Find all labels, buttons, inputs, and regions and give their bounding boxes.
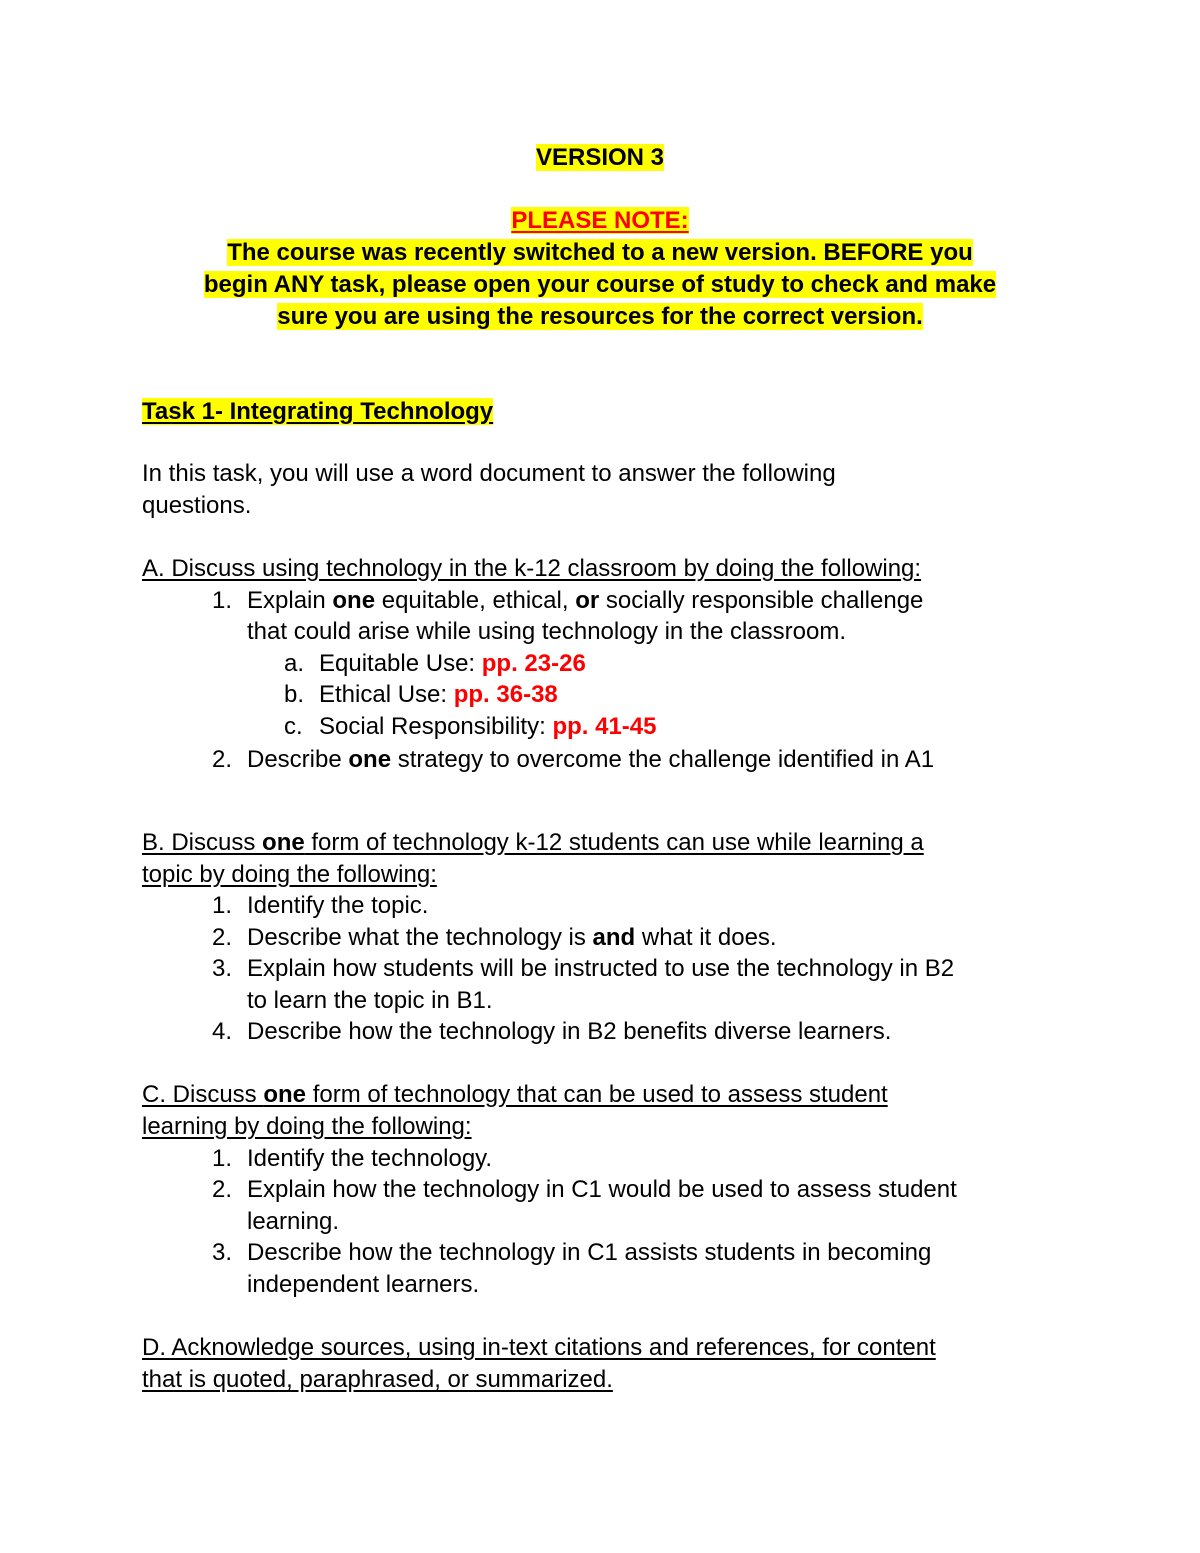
c-item-2-text: Explain how the technology in C1 would be used to assess student	[247, 1176, 957, 1203]
c-item-3-text: Describe how the technology in C1 assists students in becoming	[247, 1239, 932, 1266]
a-subitem-a-letter: a.	[284, 650, 305, 677]
b-item-3-number: 3.	[212, 955, 233, 982]
intro-line-2: questions.	[142, 492, 252, 519]
please-note-label: PLEASE NOTE:	[511, 207, 689, 234]
c-item-2-number: 2.	[212, 1176, 233, 1203]
a-item-1-number: 1.	[212, 587, 233, 614]
c-item-2-line-2: learning.	[247, 1208, 340, 1235]
b-item-3-line-2: to learn the topic in B1.	[247, 987, 493, 1014]
c-item-1-number: 1.	[212, 1145, 233, 1172]
a-subitem-c-text: Social Responsibility: pp. 41-45	[319, 713, 657, 740]
a-subitem-c-letter: c.	[284, 713, 303, 740]
b-item-4-text: Describe how the technology in B2 benefits diverse learners.	[247, 1018, 892, 1045]
b-item-1-number: 1.	[212, 892, 233, 919]
c-item-3-line-2: independent learners.	[247, 1271, 480, 1298]
b-item-4-number: 4.	[212, 1018, 233, 1045]
a-item-2-text: Describe one strategy to overcome the challenge identified in A1	[247, 746, 935, 773]
a-item-1-line-2: that could arise while using technology in the classroom.	[247, 618, 846, 645]
a-item-2-number: 2.	[212, 746, 233, 773]
c-item-3-number: 3.	[212, 1239, 233, 1266]
b-item-3-text: Explain how students will be instructed to use the technology in B2	[247, 955, 955, 982]
a-subitem-b-text: Ethical Use: pp. 36-38	[319, 681, 558, 708]
section-a-heading: A. Discuss using technology in the k-12 classroom by doing the following:	[142, 555, 922, 582]
b-item-1-text: Identify the topic.	[247, 892, 429, 919]
section-d-line-2: that is quoted, paraphrased, or summarized.	[142, 1366, 613, 1393]
note-line-2: begin ANY task, please open your course of study to check and make	[203, 271, 997, 298]
version-title: VERSION 3	[535, 144, 665, 171]
b-item-2-number: 2.	[212, 924, 233, 951]
b-item-2-text: Describe what the technology is and what it does.	[247, 924, 777, 951]
task-title: Task 1- Integrating Technology	[142, 398, 494, 425]
a-item-1-text: Explain one equitable, ethical, or socially responsible challenge	[247, 587, 924, 614]
section-c-heading-line-2: learning by doing the following:	[142, 1113, 472, 1140]
intro-line-1: In this task, you will use a word document to answer the following	[142, 460, 836, 487]
a-subitem-b-letter: b.	[284, 681, 305, 708]
note-line-3: sure you are using the resources for the correct version.	[277, 303, 923, 330]
section-b-heading-line-2: topic by doing the following:	[142, 861, 437, 888]
section-c-heading-line-1: C. Discuss one form of technology that can be used to assess student	[142, 1081, 888, 1108]
note-line-1: The course was recently switched to a new version. BEFORE you	[227, 239, 973, 266]
a-subitem-a-text: Equitable Use: pp. 23-26	[319, 650, 586, 677]
section-b-heading-line-1: B. Discuss one form of technology k-12 students can use while learning a	[142, 829, 924, 856]
section-d-line-1: D. Acknowledge sources, using in-text citations and references, for content	[142, 1334, 936, 1361]
c-item-1-text: Identify the technology.	[247, 1145, 493, 1172]
